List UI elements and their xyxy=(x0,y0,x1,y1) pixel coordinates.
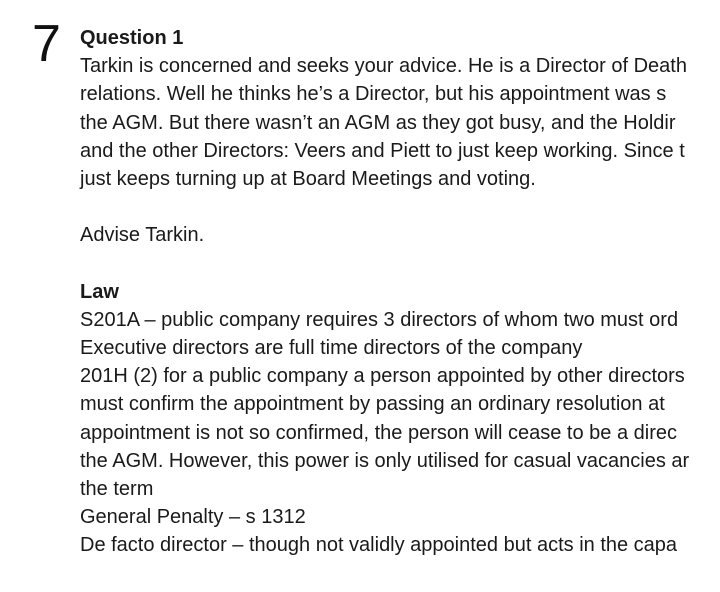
law-line: S201A – public company requires 3 directors of whom two must ord xyxy=(80,308,679,331)
law-line: must confirm the appointment by passing an ordinary resolution at xyxy=(80,393,665,416)
law-line: 201H (2) for a public company a person appointed by other directors xyxy=(80,365,685,388)
law-line: De facto director – though not validly appointed but acts in the capa xyxy=(80,534,678,557)
question-line: the AGM. But there wasn’t an AGM as they got busy, and the Holdir xyxy=(80,111,676,134)
law-line: Executive directors are full time directors of the company xyxy=(80,337,583,360)
law-line: the AGM. However, this power is only utilised for casual vacancies ar xyxy=(80,449,690,472)
law-line: the term xyxy=(80,478,154,500)
question-line: just keeps turning up at Board Meetings and voting. xyxy=(80,167,536,190)
question-instruction: Advise Tarkin. xyxy=(80,224,205,247)
spacer xyxy=(80,193,720,221)
law-heading: Law xyxy=(80,280,119,303)
law-line: appointment is not so confirmed, the person will cease to be a direc xyxy=(80,421,677,444)
law-line: General Penalty – s 1312 xyxy=(80,506,306,529)
slide-content xyxy=(80,24,720,560)
question-line: and the other Directors: Veers and Piett to just keep working. Since t xyxy=(80,139,685,162)
question-line: relations. Well he thinks he’s a Director, but his appointment was s xyxy=(80,83,667,106)
spacer xyxy=(80,250,720,278)
slide-number: 7 xyxy=(32,15,61,73)
question-heading: Question 1 xyxy=(80,27,184,49)
question-line: Tarkin is concerned and seeks your advice. He is a Director of Death xyxy=(80,55,687,78)
